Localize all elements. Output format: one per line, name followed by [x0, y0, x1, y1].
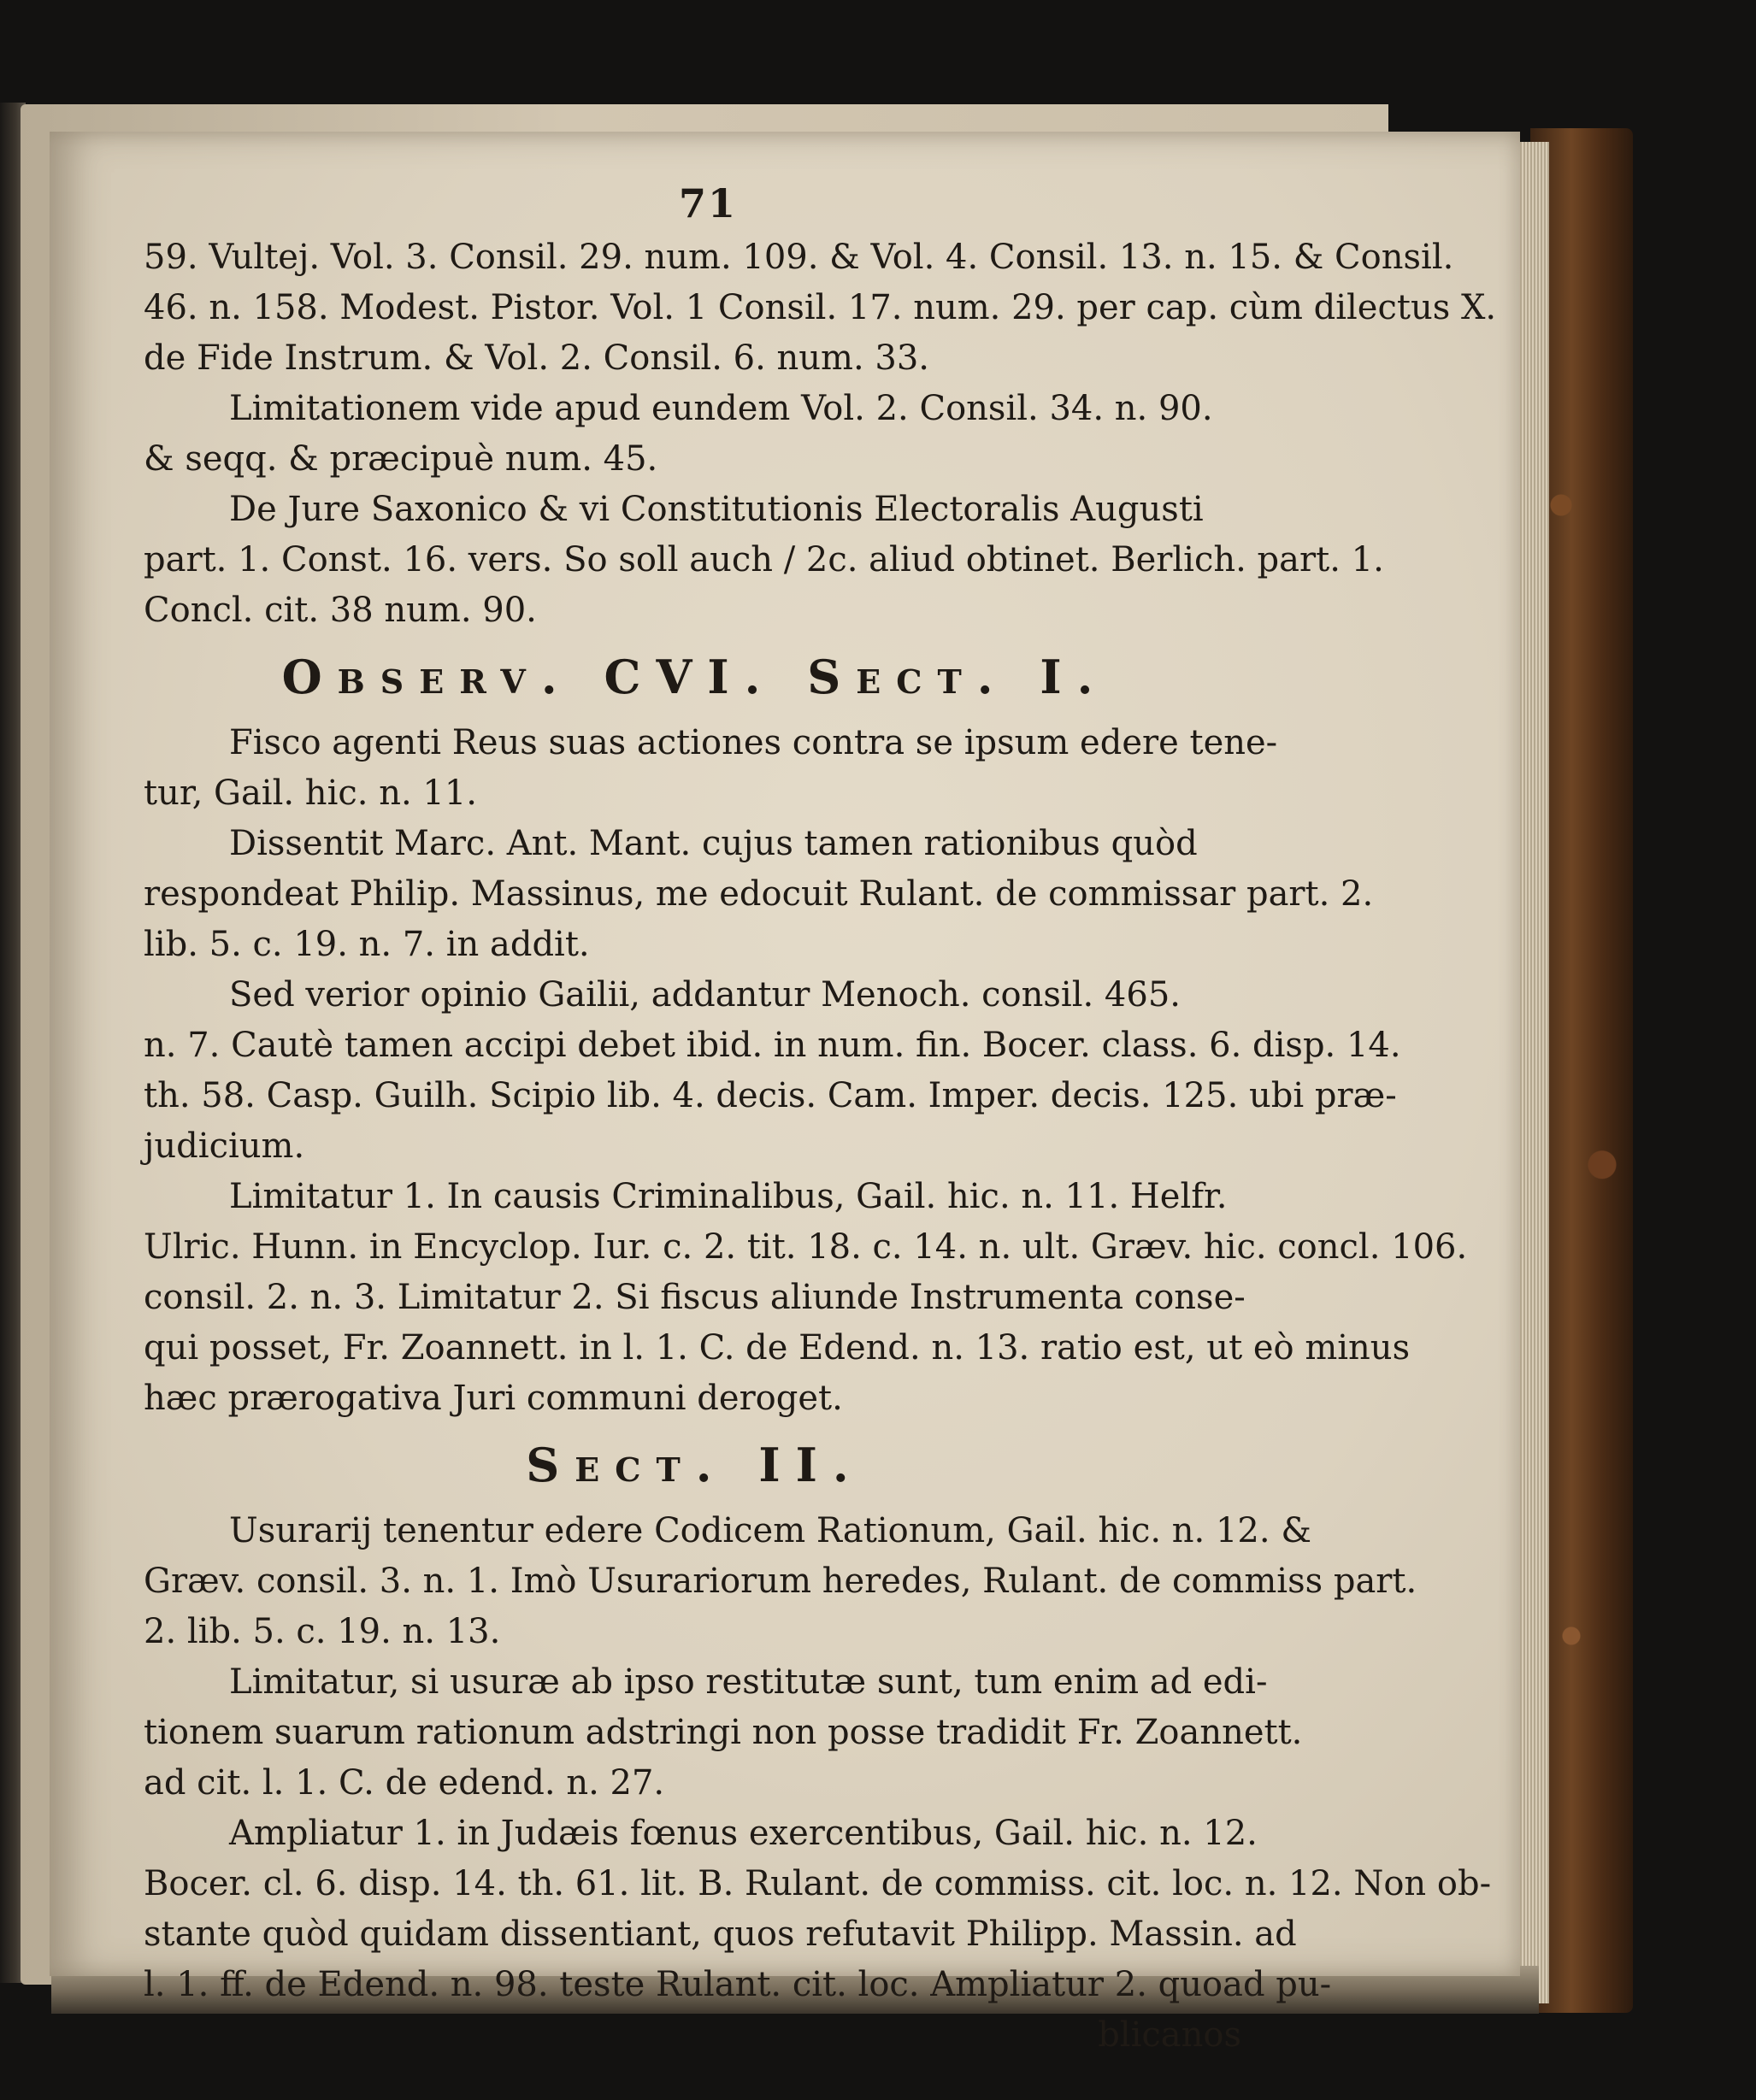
page-number: 71	[678, 180, 737, 226]
text-line: 59. Vultej. Vol. 3. Consil. 29. num. 109. & Vol. 4. Consil. 13. n. 15. & Consil.	[144, 238, 1454, 277]
text-lines	[144, 232, 1497, 2061]
text-line: qui posset, Fr. Zoannett. in l. 1. C. de Edend. n. 13. ratio est, ut eò minus	[144, 1328, 1411, 1368]
text-line: Ampliatur 1. in Judæis fœnus exercentibus, Gail. hic. n. 12.	[229, 1814, 1258, 1853]
text-line: Limitatur, si usuræ ab ipso restitutæ sunt, tum enim ad edi-	[229, 1662, 1268, 1702]
text-line: tionem suarum rationum adstringi non posse tradidit Fr. Zoannett.	[144, 1713, 1303, 1752]
text-line: Sed verior opinio Gailii, addantur Menoch. consil. 465.	[229, 975, 1181, 1015]
text-line: De Jure Saxonico & vi Constitutionis Electoralis Augusti	[229, 490, 1204, 529]
text-line: Usurarij tenentur edere Codicem Rationum, Gail. hic. n. 12. &	[229, 1511, 1311, 1550]
section-heading: Observ. CVI. Sect. I.	[281, 650, 1109, 704]
text-line: hæc prærogativa Juri communi deroget.	[144, 1379, 843, 1418]
text-line: part. 1. Const. 16. vers. So soll auch / 2c. aliud obtinet. Berlich. part. 1.	[144, 540, 1384, 579]
text-line: 2. lib. 5. c. 19. n. 13.	[144, 1612, 501, 1651]
page-text	[144, 174, 1497, 2061]
text-line: Limitationem vide apud eundem Vol. 2. Consil. 34. n. 90.	[229, 389, 1213, 428]
text-line: judicium.	[144, 1126, 305, 1166]
text-line: Ulric. Hunn. in Encyclop. Iur. c. 2. tit. 18. c. 14. n. ult. Græv. hic. concl. 106.	[144, 1227, 1468, 1267]
text-line: respondeat Philip. Massinus, me edocuit Rulant. de commissar part. 2.	[144, 874, 1374, 914]
text-line: 46. n. 158. Modest. Pistor. Vol. 1 Consil. 17. num. 29. per cap. cùm dilectus X.	[144, 288, 1497, 327]
section-heading: Sect. II.	[526, 1438, 864, 1492]
text-line: Fisco agenti Reus suas actiones contra se ipsum edere tene-	[229, 723, 1278, 762]
text-line: de Fide Instrum. & Vol. 2. Consil. 6. num. 33.	[144, 338, 930, 378]
text-line: lib. 5. c. 19. n. 7. in addit.	[144, 925, 590, 964]
text-line: n. 7. Cautè tamen accipi debet ibid. in num. fin. Bocer. class. 6. disp. 14.	[144, 1026, 1401, 1065]
page-block-edges	[1515, 142, 1549, 2003]
text-line: consil. 2. n. 3. Limitatur 2. Si fiscus aliunde Instrumenta conse-	[144, 1278, 1246, 1317]
text-line: Limitatur 1. In causis Criminalibus, Gail. hic. n. 11. Helfr.	[229, 1177, 1228, 1216]
text-line: Græv. consil. 3. n. 1. Imò Usurariorum heredes, Rulant. de commiss part.	[144, 1562, 1417, 1601]
text-line: th. 58. Casp. Guilh. Scipio lib. 4. decis. Cam. Imper. decis. 125. ubi præ-	[144, 1076, 1397, 1115]
text-line: blicanos	[1098, 2015, 1241, 2055]
text-line: Concl. cit. 38 num. 90.	[144, 591, 537, 630]
text-line: Dissentit Marc. Ant. Mant. cujus tamen rationibus quòd	[229, 824, 1198, 863]
text-line: l. 1. ff. de Edend. n. 98. teste Rulant. cit. loc. Ampliatur 2. quoad pu-	[144, 1965, 1332, 2004]
text-line: stante quòd quidam dissentiant, quos refutavit Philipp. Massin. ad	[144, 1915, 1297, 1954]
text-line: tur, Gail. hic. n. 11.	[144, 774, 477, 813]
text-line: Bocer. cl. 6. disp. 14. th. 61. lit. B. Rulant. de commiss. cit. loc. n. 12. Non ob-	[144, 1864, 1492, 1903]
book-page	[50, 132, 1520, 2055]
text-line: ad cit. l. 1. C. de edend. n. 27.	[144, 1763, 665, 1803]
text-line: & seqq. & præcipuè num. 45.	[144, 439, 658, 479]
